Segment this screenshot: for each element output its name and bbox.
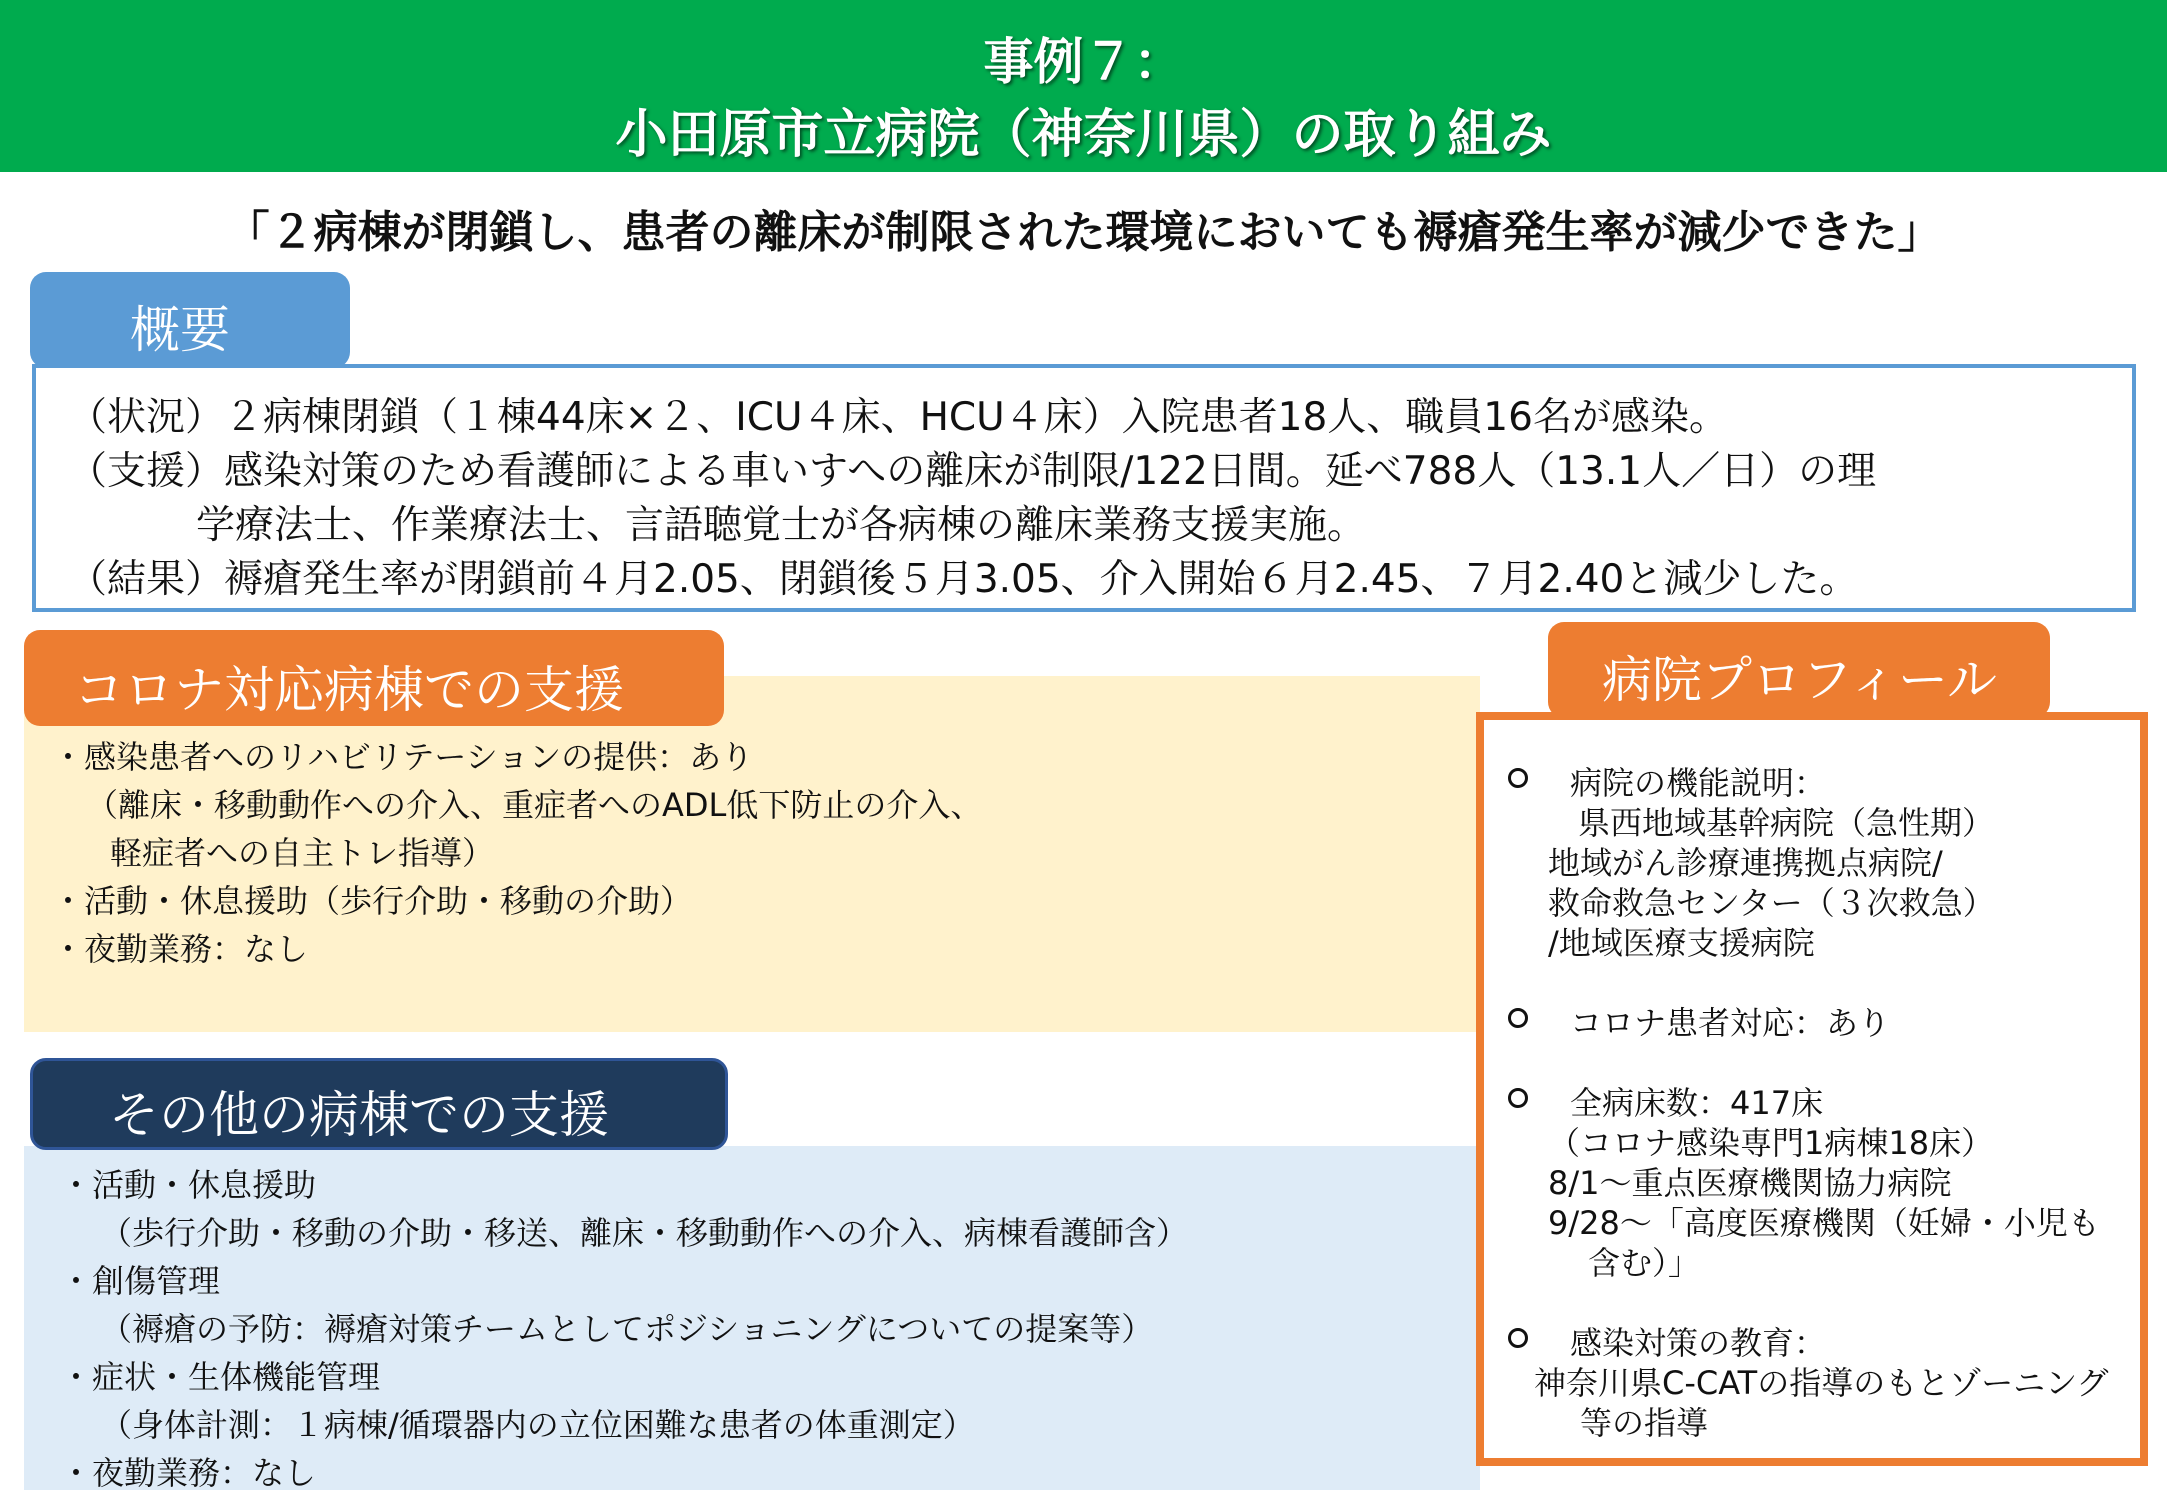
profile-education-line-1: 神奈川県C-CATの指導のもとゾーニング xyxy=(1534,1364,2109,1402)
overview-line-support-cont: 学療法士、作業療法士、言語聴覚士が各病棟の離床業務支援実施。 xyxy=(196,503,1367,548)
other-support-tab-label: その他の病棟での支援 xyxy=(109,1086,609,1144)
corona-line-1: ・感染患者へのリハビリテーションの提供：あり xyxy=(52,738,754,776)
circle-bullet-icon xyxy=(1508,1008,1528,1028)
other-support-tab xyxy=(30,1058,728,1150)
other-line-3: ・創傷管理 xyxy=(60,1262,221,1300)
circle-bullet-icon xyxy=(1508,1088,1528,1108)
other-support-panel xyxy=(24,1146,1480,1490)
profile-function-line-3: 救命救急センター（３次救急） xyxy=(1548,884,1995,922)
profile-education-heading: 感染対策の教育： xyxy=(1570,1324,1827,1362)
corona-support-tab xyxy=(24,630,724,726)
title-line-1: 事例７： xyxy=(983,33,1184,91)
profile-bed-count: 全病床数：417床 xyxy=(1570,1084,1824,1122)
overview-line-support: （支援）感染対策のため看護師による車いすへの離床が制限/122日間。延べ788人（13.1人／日）の理 xyxy=(68,449,1877,494)
profile-bed-line-1: （コロナ感染専門1病棟18床） xyxy=(1548,1124,1994,1162)
profile-bed-line-3: 9/28～「高度医療機関（妊婦・小児も xyxy=(1548,1204,2100,1242)
overview-line-situation: （状況）２病棟閉鎖（１棟44床×２、ICU４床、HCU４床）入院患者18人、職員16名が感染。 xyxy=(68,395,1728,440)
other-line-1: ・活動・休息援助 xyxy=(60,1166,317,1204)
corona-support-tab-label: コロナ対応病棟での支援 xyxy=(74,661,624,719)
other-line-5: ・症状・生体機能管理 xyxy=(60,1358,381,1396)
corona-line-5: ・夜勤業務：なし xyxy=(52,930,309,968)
profile-function-line-2: 地域がん診療連携拠点病院/ xyxy=(1548,844,1943,882)
other-line-6: （身体計測：１病棟/循環器内の立位困難な患者の体重測定） xyxy=(100,1406,975,1444)
profile-education-line-2: 等の指導 xyxy=(1580,1404,1709,1442)
corona-line-3: 軽症者への自主トレ指導） xyxy=(110,834,495,872)
profile-tab-label: 病院プロフィール xyxy=(1602,651,1997,709)
other-line-2: （歩行介助・移動の介助・移送、離床・移動動作への介入、病棟看護師含） xyxy=(100,1214,1189,1252)
corona-line-4: ・活動・休息援助（歩行介助・移動の介助） xyxy=(52,882,693,920)
profile-covid-response: コロナ患者対応：あり xyxy=(1570,1004,1891,1042)
profile-function-heading: 病院の機能説明： xyxy=(1570,764,1827,802)
circle-bullet-icon xyxy=(1508,1328,1528,1348)
profile-tab xyxy=(1548,622,2050,718)
overview-tab xyxy=(30,272,350,368)
profile-bed-line-2: 8/1～重点医療機関協力病院 xyxy=(1548,1164,1952,1202)
profile-box xyxy=(1476,712,2148,1466)
overview-line-result: （結果）褥瘡発生率が閉鎖前４月2.05、閉鎖後５月3.05、介入開始６月2.45、７月2.40と減少した。 xyxy=(68,557,1859,602)
subtitle: 「２病棟が閉鎖し、患者の離床が制限された環境においても褥瘡発生率が減少できた」 xyxy=(225,207,1942,258)
title-banner xyxy=(0,0,2167,172)
overview-box xyxy=(32,364,2136,612)
circle-bullet-icon xyxy=(1508,768,1528,788)
title-line-2: 小田原市立病院（神奈川県）の取り組み xyxy=(615,105,1552,165)
overview-tab-label: 概要 xyxy=(130,301,230,359)
other-line-4: （褥瘡の予防：褥瘡対策チームとしてポジショニングについての提案等） xyxy=(100,1310,1154,1348)
profile-function-line-1: 県西地域基幹病院（急性期） xyxy=(1578,804,1995,842)
profile-function-line-4: /地域医療支援病院 xyxy=(1548,924,1815,962)
other-line-7: ・夜勤業務：なし xyxy=(60,1454,317,1492)
corona-line-2: （離床・移動動作への介入、重症者へのADL低下防止の介入、 xyxy=(86,786,983,824)
profile-bed-line-4: 含む）」 xyxy=(1588,1244,1701,1282)
corona-support-panel xyxy=(24,676,1480,1032)
